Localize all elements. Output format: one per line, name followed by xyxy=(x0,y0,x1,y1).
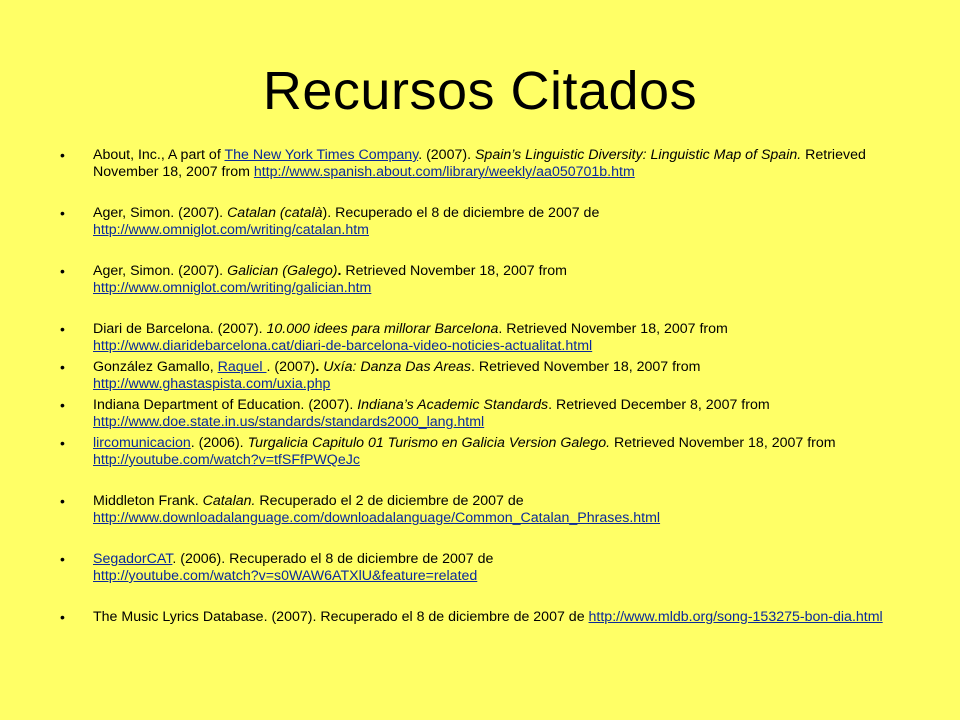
ref-link-url[interactable]: http://www.downloadalanguage.com/downloadalanguage/Common_Catalan_Phrases.html xyxy=(93,510,661,526)
ref-text: Ager, Simon. (2007). xyxy=(93,263,228,279)
ref-text: González Gamallo, xyxy=(93,359,218,375)
ref-title: Uxía: Danza Das Areas xyxy=(319,359,472,375)
ref-text: . xyxy=(337,263,342,279)
ref-link-url[interactable]: http://youtube.com/watch?v=s0WAW6ATXlU&feature=related xyxy=(93,568,478,584)
reference-item-ager-galician xyxy=(60,263,910,297)
ref-link-url[interactable]: http://www.doe.state.in.us/standards/standards2000_lang.html xyxy=(93,414,485,430)
ref-text: Indiana Department of Education. (2007). xyxy=(93,397,358,413)
ref-link-nytimes[interactable]: The New York Times Company xyxy=(224,147,419,163)
ref-text: Retrieved November 18, 2007 from xyxy=(341,263,567,279)
ref-text: . Retrieved December 8, 2007 from xyxy=(548,397,770,413)
ref-text: . (2007). xyxy=(418,147,475,163)
ref-text: . Retrieved November 18, 2007 from xyxy=(471,359,701,375)
ref-title: Spain’s Linguistic Diversity: Linguistic Map of Spain. xyxy=(474,147,802,163)
ref-link-raquel[interactable]: Raquel xyxy=(217,359,267,375)
ref-link-url[interactable]: http://youtube.com/watch?v=tfSFfPWQeJc xyxy=(93,452,360,468)
ref-text: The Music Lyrics Database. (2007). Recuperado el 8 de diciembre de 2007 de xyxy=(93,609,589,625)
ref-link-segadorcat[interactable]: SegadorCAT xyxy=(93,551,173,567)
reference-item-middleton xyxy=(60,493,910,527)
ref-link-url[interactable]: http://www.spanish.about.com/library/weekly/aa050701b.htm xyxy=(253,164,635,180)
ref-title: 10.000 idees para millorar Barcelona xyxy=(266,321,499,337)
ref-link-url[interactable]: http://www.diaridebarcelona.cat/diari-de-barcelona-video-noticies-actualitat.html xyxy=(93,338,593,354)
reference-item-diari xyxy=(60,321,910,355)
reference-item-ager-catalan xyxy=(60,205,910,239)
ref-title: Galician (Galego) xyxy=(227,263,338,279)
ref-text: Middleton Frank. xyxy=(93,493,203,509)
reference-item-segadorcat xyxy=(60,551,910,585)
reference-item-about xyxy=(60,147,910,181)
ref-link-lircomunicacion[interactable]: lircomunicacion xyxy=(93,435,191,451)
reference-item-gonzalez xyxy=(60,359,910,393)
reference-item-mldb xyxy=(60,609,910,626)
ref-text: Recuperado el 2 de diciembre de 2007 de xyxy=(255,493,524,509)
ref-link-url[interactable]: http://www.ghastaspista.com/uxia.php xyxy=(93,376,331,392)
ref-text: Retrieved November 18, 2007 from xyxy=(610,435,836,451)
references-list xyxy=(60,147,910,626)
ref-link-url[interactable]: http://www.mldb.org/song-153275-bon-dia.html xyxy=(588,609,883,625)
ref-link-url[interactable]: http://www.omniglot.com/writing/galician.htm xyxy=(93,280,372,296)
ref-link-url[interactable]: http://www.omniglot.com/writing/catalan.htm xyxy=(93,222,369,238)
ref-text: . (2006). xyxy=(190,435,248,451)
ref-text: ). Recuperado el 8 de diciembre de 2007 de xyxy=(322,205,600,221)
ref-text: About, Inc., A part of xyxy=(93,147,225,163)
ref-text: . Retrieved November 18, 2007 from xyxy=(498,321,728,337)
ref-title: Indiana’s Academic Standards xyxy=(357,397,549,413)
ref-text: Diari de Barcelona. (2007). xyxy=(93,321,267,337)
reference-item-lircomunicacion xyxy=(60,435,910,469)
slide-title: Recursos Citados xyxy=(262,61,698,121)
ref-title: Catalan. xyxy=(202,493,256,509)
ref-text: Ager, Simon. (2007). xyxy=(93,205,228,221)
reference-item-indiana xyxy=(60,397,910,431)
ref-title: Catalan (català xyxy=(227,205,323,221)
ref-text: . (2007) xyxy=(266,359,316,375)
ref-text: . (2006). Recuperado el 8 de diciembre de 2007 de xyxy=(172,551,494,567)
ref-text: Retrieved November 18, 2007 from xyxy=(93,147,866,180)
ref-text: . xyxy=(315,359,320,375)
ref-title: Turgalicia Capitulo 01 Turismo en Galicia Version Galego. xyxy=(247,435,611,451)
